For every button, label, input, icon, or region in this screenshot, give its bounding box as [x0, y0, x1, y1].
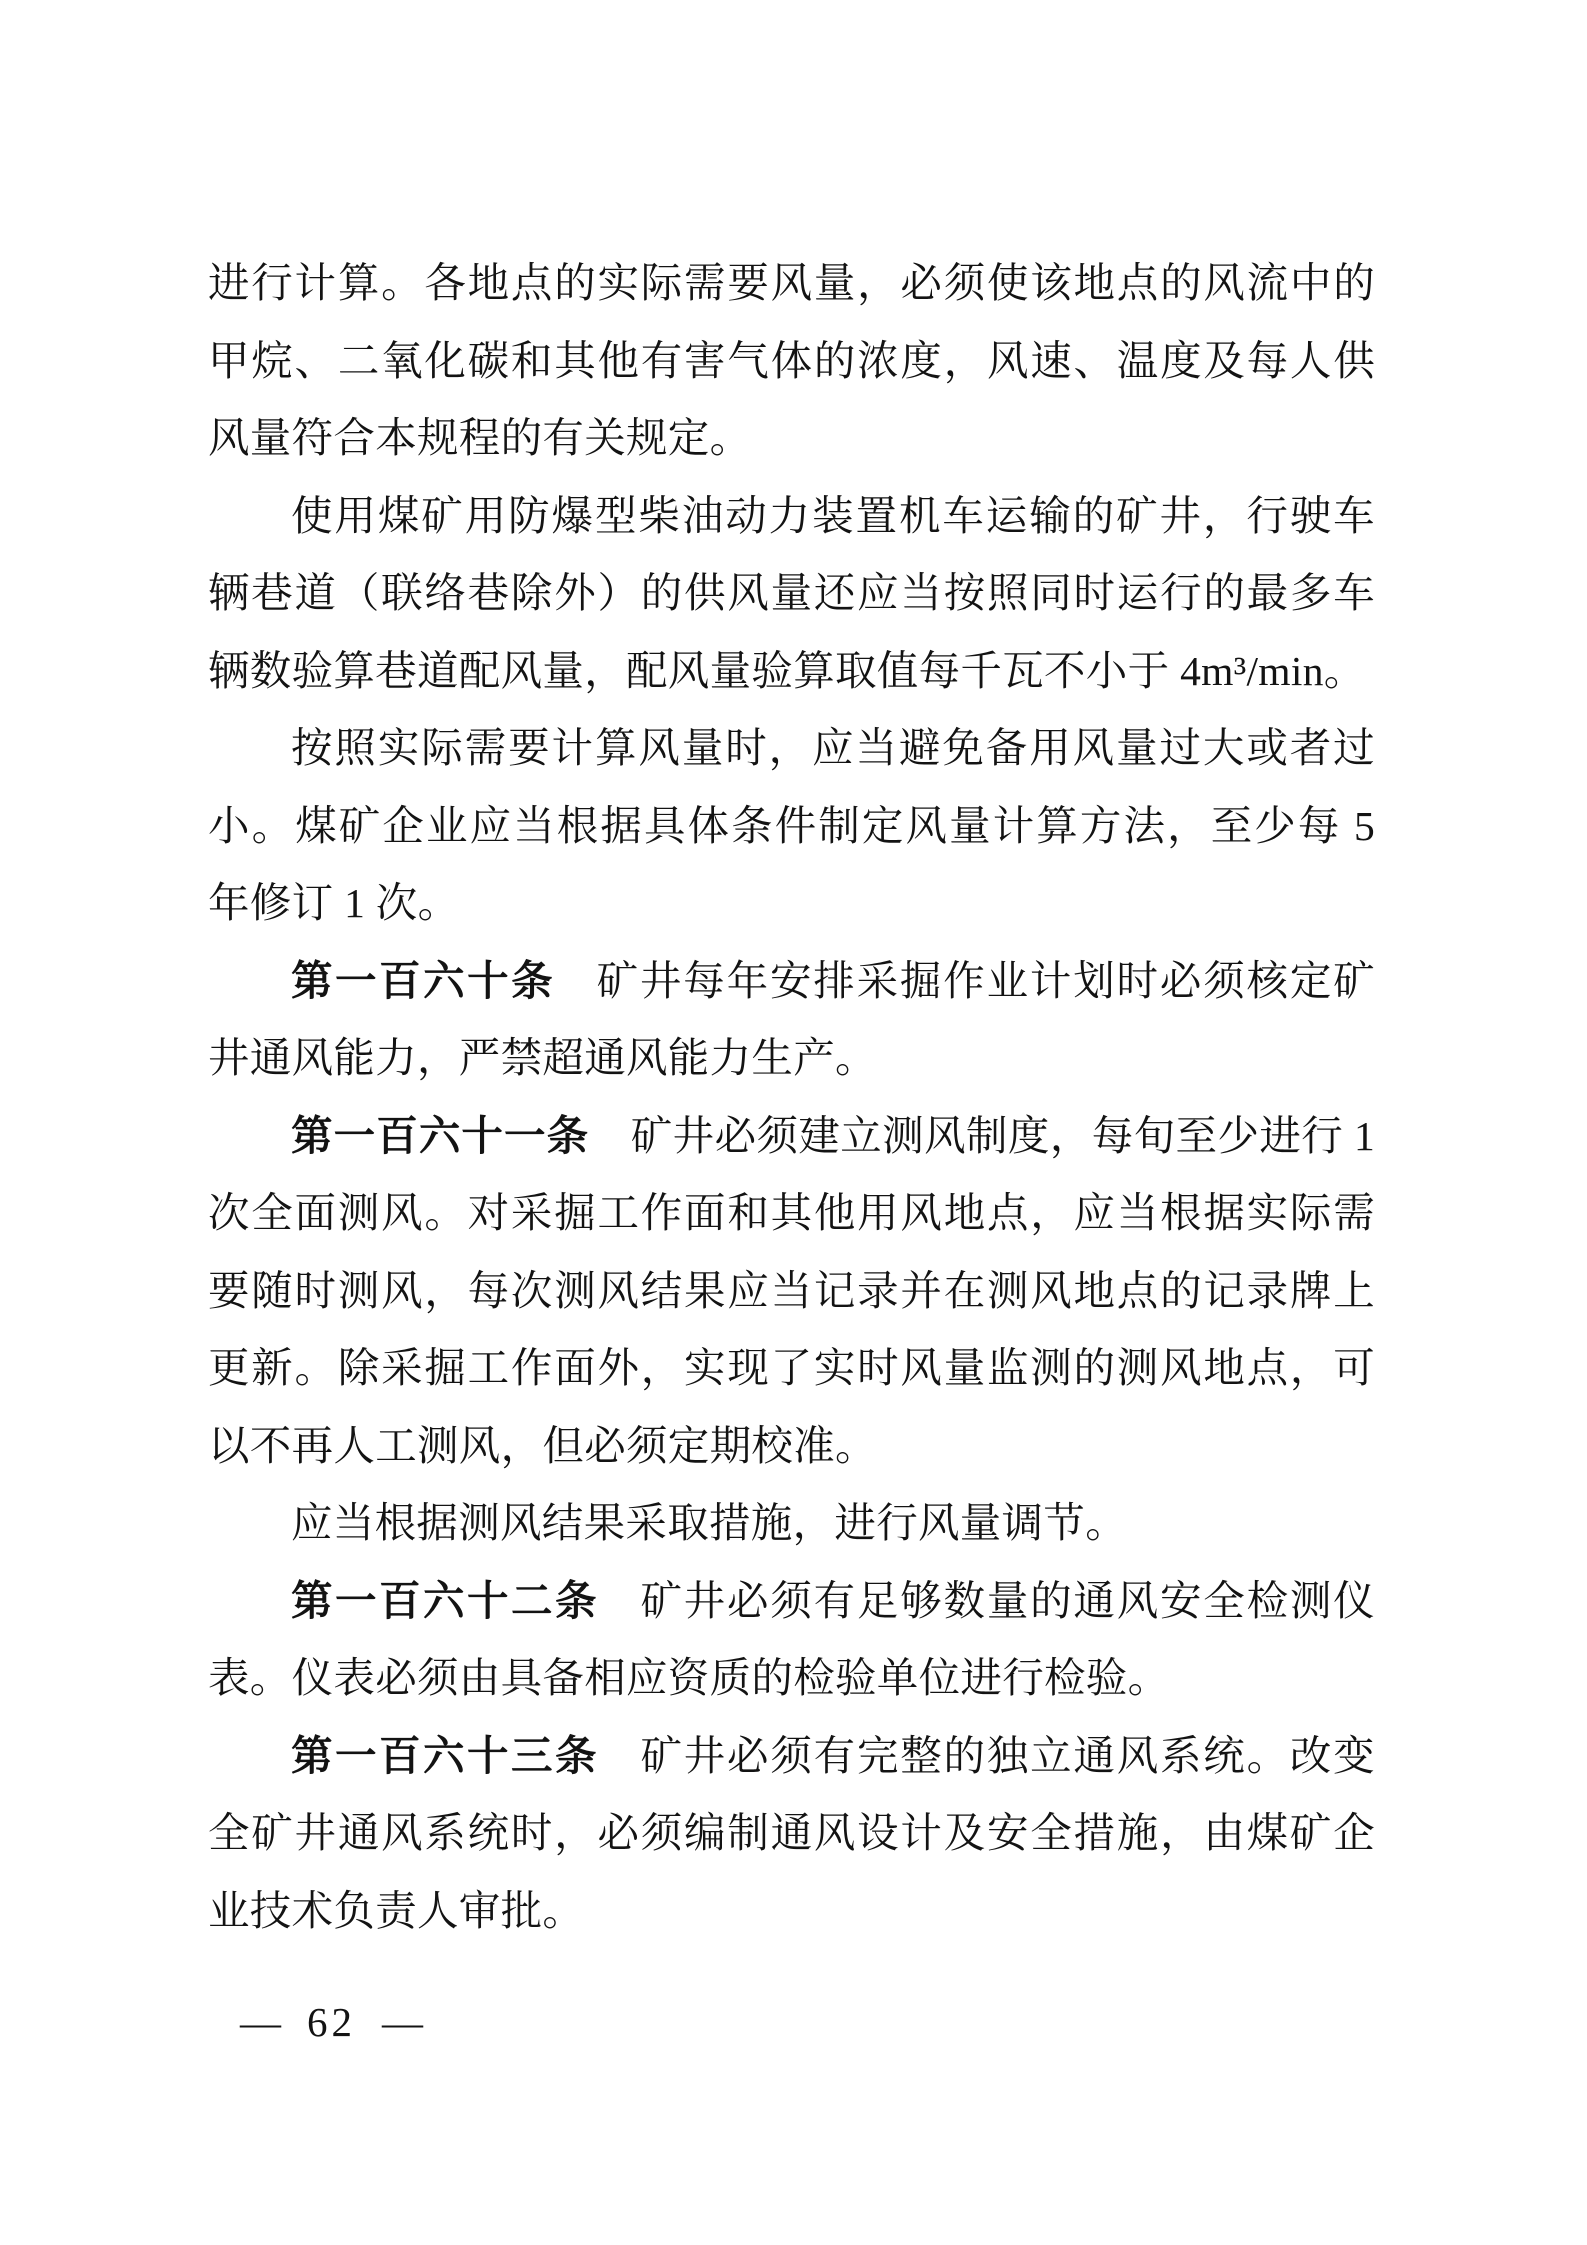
- paragraph-text: 应当根据测风结果采取措施，进行风量调节。: [291, 1500, 1128, 1546]
- paragraph-text: 按照实际需要计算风量时，应当避免备用风量过大或者过小。煤矿企业应当根据具体条件制定风量计算方法，至少每 5 年修订 1 次。: [208, 725, 1375, 926]
- article-heading: 第一百六十三条: [291, 1732, 599, 1779]
- paragraph: [208, 478, 1375, 711]
- paragraph-text: 使用煤矿用防爆型柴油动力装置机车运输的矿井，行驶车辆巷道（联络巷除外）的供风量还应当按照同时运行的最多车辆数验算巷道配风量，配风量验算取值每千瓦不小于 4m³/min。: [208, 492, 1375, 694]
- article-heading: 第一百六十一条: [291, 1112, 590, 1159]
- paragraph: [208, 245, 1375, 478]
- paragraph-article-161: [208, 1098, 1375, 1486]
- paragraph: [208, 1485, 1375, 1563]
- paragraph-text: 矿井每年安排采掘作业计划时必须核定矿井通风能力，严禁超通风能力生产。: [208, 957, 1375, 1081]
- document-body: [208, 245, 1375, 1950]
- paragraph-article-163: [208, 1718, 1375, 1951]
- paragraph-text: 进行计算。各地点的实际需要风量，必须使该地点的风流中的甲烷、二氧化碳和其他有害气体的浓度，风速、温度及每人供风量符合本规程的有关规定。: [208, 260, 1375, 461]
- paragraph-text: 矿井必须有足够数量的通风安全检测仪表。仪表必须由具备相应资质的检验单位进行检验。: [208, 1577, 1375, 1701]
- paragraph-text: 矿井必须有完整的独立通风系统。改变全矿井通风系统时，必须编制通风设计及安全措施，由煤矿企业技术负责人审批。: [208, 1732, 1375, 1934]
- paragraph: [208, 710, 1375, 943]
- article-heading: 第一百六十二条: [291, 1577, 599, 1624]
- paragraph-article-160: [208, 943, 1375, 1098]
- paragraph-article-162: [208, 1563, 1375, 1718]
- page-number: 62: [307, 1999, 356, 2045]
- page-footer: [240, 1998, 423, 2046]
- article-heading: 第一百六十条: [291, 957, 556, 1004]
- footer-dash-left: —: [240, 1999, 281, 2045]
- footer-dash-right: —: [382, 1999, 423, 2045]
- paragraph-text: 矿井必须建立测风制度，每旬至少进行 1 次全面测风。对采掘工作面和其他用风地点，应当根据实际需要随时测风，每次测风结果应当记录并在测风地点的记录牌上更新。除采掘工作面外，实现了实时风量监测的测风地点，可以不再人工测风，但必须定期校准。: [208, 1112, 1375, 1469]
